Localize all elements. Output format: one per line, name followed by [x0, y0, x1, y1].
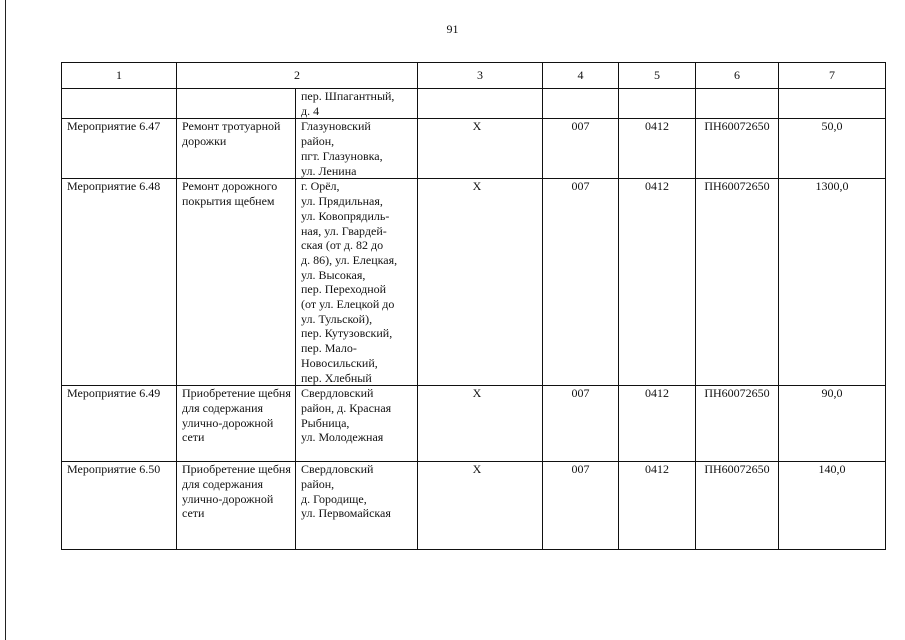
col3-cell: Х — [418, 179, 543, 386]
location-line: д. 86), ул. Елецкая, — [301, 252, 398, 267]
col6-cell: ПН60072650 — [696, 119, 779, 179]
description-cell: Ремонт тротуарной дорожки — [177, 119, 296, 179]
description-cell: Приобретение щебня для содержания улично-дорожной сети — [177, 462, 296, 550]
location-line: ул. Ковопрядиль- — [301, 208, 390, 223]
location-line: район, — [301, 476, 335, 491]
col6-cell: ПН60072650 — [696, 462, 779, 550]
location-line: г. Орёл, — [301, 179, 340, 194]
location-line: пер. Шпагантный, — [301, 89, 395, 103]
amount-value: 140,0 — [818, 462, 846, 477]
location-line: пер. Хлебный — [301, 370, 372, 385]
location-line: (от ул. Елецкой до — [301, 297, 395, 312]
table-header-row — [62, 63, 886, 89]
location-line: ная, ул. Гвардей- — [301, 223, 387, 238]
amount-value: 50,0 — [821, 119, 843, 134]
header-cell-5: 5 — [619, 63, 696, 89]
location-line: пер. Мало- — [301, 341, 357, 356]
header-cell-2: 2 — [177, 63, 418, 89]
location-line: ул. Ленина — [301, 163, 357, 178]
location-cell — [296, 386, 418, 462]
amount-cell — [779, 462, 886, 550]
activity-cell: Мероприятие 6.48 — [62, 179, 177, 386]
activity-cell: Мероприятие 6.50 — [62, 462, 177, 550]
description-cell: Приобретение щебня для содержания улично-дорожной сети — [177, 386, 296, 462]
col5-cell — [619, 89, 696, 119]
amount-cell — [779, 89, 886, 119]
description-cell: Ремонт дорожного покрытия щебнем — [177, 179, 296, 386]
location-line: пгт. Глазуновка, — [301, 148, 383, 163]
col4-cell: 007 — [543, 462, 619, 550]
col5-cell: 0412 — [619, 462, 696, 550]
col4-cell: 007 — [543, 119, 619, 179]
header-cell-6: 6 — [696, 63, 779, 89]
location-line: Рыбница, — [301, 415, 350, 430]
location-line: ская (от д. 82 до — [301, 238, 384, 253]
activity-cell: Мероприятие 6.47 — [62, 119, 177, 179]
header-cell-3: 3 — [418, 63, 543, 89]
col3-cell: Х — [418, 119, 543, 179]
page-number: 91 — [446, 22, 459, 36]
col6-cell: ПН60072650 — [696, 386, 779, 462]
col4-cell: 007 — [543, 386, 619, 462]
table-row — [62, 386, 886, 462]
col4-cell: 007 — [543, 179, 619, 386]
col6-cell: ПН60072650 — [696, 179, 779, 386]
location-line: пер. Кутузовский, — [301, 326, 393, 341]
budget-table — [61, 62, 886, 550]
amount-cell — [779, 179, 886, 386]
header-cell-4: 4 — [543, 63, 619, 89]
col4-cell — [543, 89, 619, 119]
table-row — [62, 119, 886, 179]
location-cell — [296, 89, 418, 119]
left-margin-rule — [5, 0, 6, 640]
activity-cell: Мероприятие 6.49 — [62, 386, 177, 462]
location-line: район, — [301, 134, 335, 149]
col3-cell: Х — [418, 386, 543, 462]
activity-cell — [62, 89, 177, 119]
col6-cell — [696, 89, 779, 119]
location-line: пер. Переходной — [301, 282, 387, 297]
location-line: ул. Первомайская — [301, 506, 391, 521]
location-line: ул. Тульской), — [301, 311, 373, 326]
location-line: Глазуновский — [301, 119, 371, 134]
location-line: ул. Прядильная, — [301, 194, 383, 209]
location-line: Новосильский, — [301, 355, 378, 370]
location-line: д. Городище, — [301, 491, 367, 506]
col5-cell: 0412 — [619, 179, 696, 386]
amount-value: 90,0 — [821, 386, 843, 401]
header-cell-1: 1 — [62, 63, 177, 89]
table-row — [62, 179, 886, 386]
location-line: район, д. Красная — [301, 400, 392, 415]
table-row — [62, 462, 886, 550]
col5-cell: 0412 — [619, 386, 696, 462]
location-line: д. 4 — [301, 103, 320, 118]
location-cell — [296, 462, 418, 550]
description-cell — [177, 89, 296, 119]
location-line: ул. Высокая, — [301, 267, 366, 282]
col3-cell — [418, 89, 543, 119]
location-cell — [296, 119, 418, 179]
col5-cell: 0412 — [619, 119, 696, 179]
amount-value: 1300,0 — [815, 179, 849, 194]
location-line: Свердловский — [301, 386, 374, 401]
col3-cell: Х — [418, 462, 543, 550]
location-line: ул. Молодежная — [301, 430, 384, 445]
location-cell — [296, 179, 418, 386]
amount-cell — [779, 386, 886, 462]
location-line: Свердловский — [301, 462, 374, 477]
amount-cell — [779, 119, 886, 179]
header-cell-7: 7 — [779, 63, 886, 89]
table-row — [62, 89, 886, 119]
